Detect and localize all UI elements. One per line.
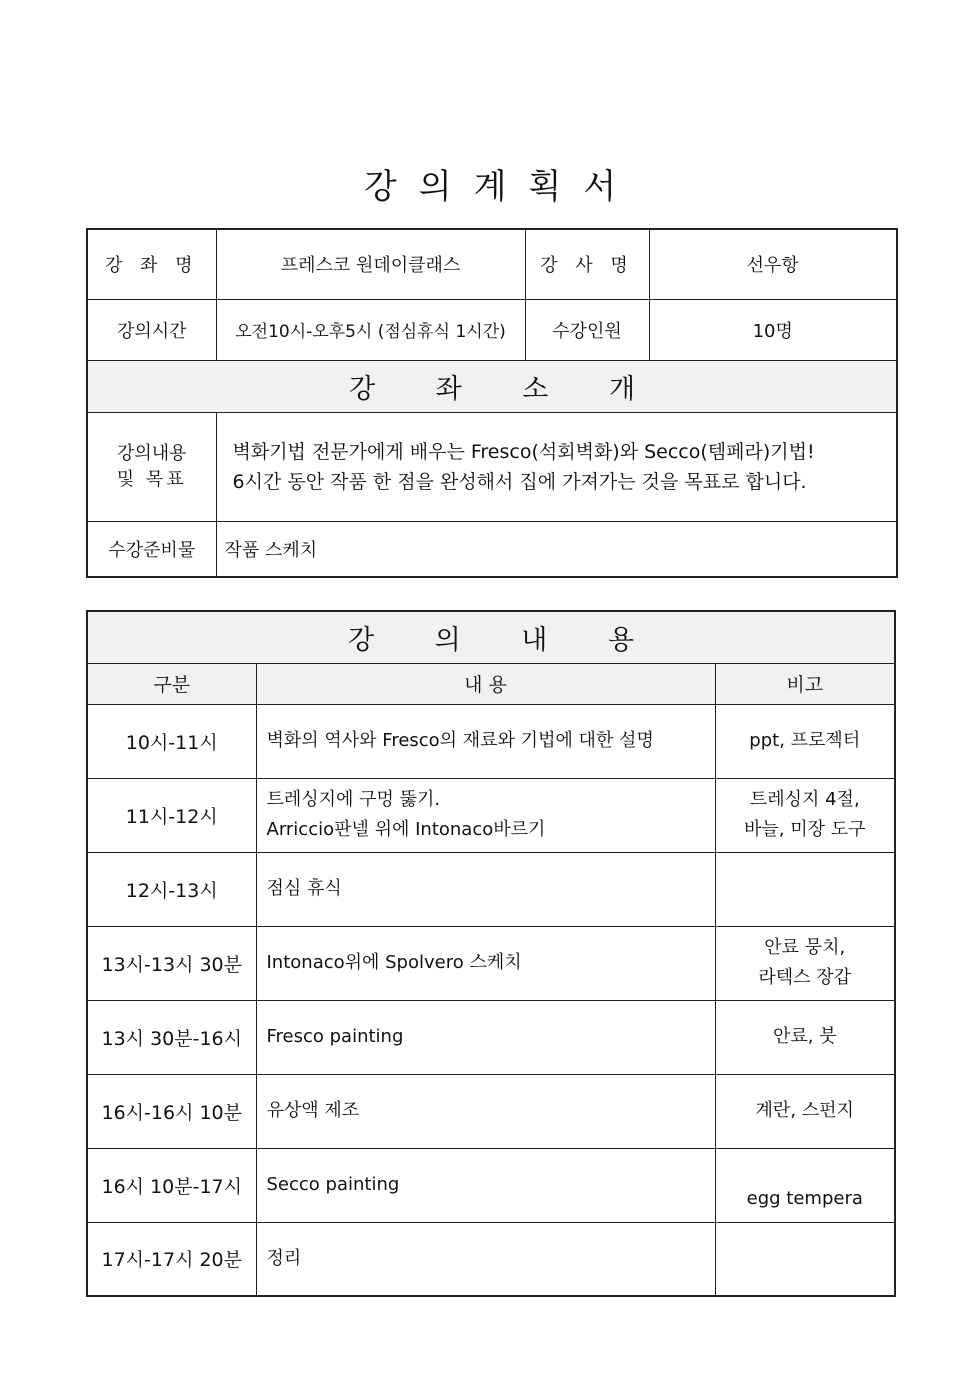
row-note-line: ppt, 프로젝터 bbox=[749, 730, 861, 751]
column-header-note: 비고 bbox=[715, 663, 895, 704]
row-time: 16시-16시 10분 bbox=[87, 1074, 256, 1148]
content-label-line2: 및 목표 bbox=[116, 468, 187, 490]
intro-heading: 강 좌 소 개 bbox=[87, 360, 897, 412]
capacity-value: 10명 bbox=[752, 320, 793, 342]
table-row bbox=[87, 1222, 895, 1296]
capacity-label: 수강인원 bbox=[552, 320, 622, 342]
schedule-heading: 강 의 내 용 bbox=[87, 611, 895, 663]
intro-heading-row bbox=[87, 360, 897, 412]
row-note-line: 계란, 스펀지 bbox=[755, 1100, 854, 1121]
row-desc-line: 벽화의 역사와 Fresco의 재료와 기법에 대한 설명 bbox=[266, 730, 654, 751]
row-desc bbox=[256, 852, 715, 926]
row-desc bbox=[256, 1074, 715, 1148]
instructor-label-cell bbox=[525, 229, 649, 299]
row-note bbox=[715, 1074, 895, 1148]
row-time: 17시-17시 20분 bbox=[87, 1222, 256, 1296]
table-row bbox=[87, 704, 895, 778]
row-time: 12시-13시 bbox=[87, 852, 256, 926]
row-desc bbox=[256, 778, 715, 852]
course-name-value: 프레스코 원데이클래스 bbox=[280, 255, 461, 277]
row-note bbox=[715, 778, 895, 852]
supplies-row bbox=[87, 521, 897, 577]
time-value: 오전10시-오후5시 (점심휴식 1시간) bbox=[235, 322, 506, 342]
row-note-line: 라텍스 장갑 bbox=[758, 967, 852, 988]
row-note-line: 안료 뭉치, bbox=[764, 937, 846, 958]
document-title: 강의계획서 bbox=[363, 167, 639, 207]
row-desc-line: 점심 휴식 bbox=[266, 878, 342, 899]
row-desc bbox=[256, 1148, 715, 1222]
row-desc-line: Fresco painting bbox=[266, 1026, 404, 1047]
table-row bbox=[87, 778, 895, 852]
row-desc bbox=[256, 1222, 715, 1296]
row-note bbox=[715, 1222, 895, 1296]
row-note-line: egg tempera bbox=[746, 1187, 863, 1209]
content-label-cell bbox=[87, 412, 216, 521]
row-desc-line: Arriccio판넬 위에 Intonaco바르기 bbox=[266, 819, 546, 840]
time-label: 강의시간 bbox=[116, 320, 187, 342]
table-row bbox=[87, 852, 895, 926]
supplies-value: 작품 스케치 bbox=[224, 539, 318, 561]
capacity-cell bbox=[649, 299, 897, 360]
row-desc bbox=[256, 704, 715, 778]
row-note-line: 트레싱지 4절, bbox=[749, 789, 860, 810]
row-note bbox=[715, 1148, 895, 1222]
supplies-label-cell bbox=[87, 521, 216, 577]
table-row bbox=[87, 1148, 895, 1222]
row-note bbox=[715, 1000, 895, 1074]
capacity-label-cell bbox=[525, 299, 649, 360]
row-note bbox=[715, 852, 895, 926]
instructor-value: 선우항 bbox=[746, 255, 799, 277]
course-info-table bbox=[86, 228, 898, 578]
row-desc bbox=[256, 1000, 715, 1074]
column-header-content: 내 용 bbox=[256, 663, 715, 704]
schedule-heading-row bbox=[87, 611, 895, 663]
instructor-label: 강 사 명 bbox=[540, 255, 634, 277]
content-line2: 6시간 동안 작품 한 점을 완성해서 집에 가져가는 것을 목표로 합니다. bbox=[232, 470, 807, 493]
time-label-cell bbox=[87, 299, 216, 360]
course-name-label: 강 좌 명 bbox=[104, 255, 199, 277]
table-row bbox=[87, 926, 895, 1000]
schedule-table bbox=[86, 610, 896, 1297]
time-cell bbox=[216, 299, 525, 360]
row-time: 11시-12시 bbox=[87, 778, 256, 852]
schedule-header-row bbox=[87, 663, 895, 704]
row-desc bbox=[256, 926, 715, 1000]
row-desc-line: Secco painting bbox=[266, 1174, 400, 1195]
row-note-line: 안료, 붓 bbox=[772, 1026, 837, 1047]
content-row bbox=[87, 412, 897, 521]
row-time: 13시-13시 30분 bbox=[87, 926, 256, 1000]
time-row bbox=[87, 299, 897, 360]
content-label-line1: 강의내용 bbox=[116, 442, 187, 464]
row-desc-line: Intonaco위에 Spolvero 스케치 bbox=[266, 952, 522, 973]
row-time: 10시-11시 bbox=[87, 704, 256, 778]
row-note bbox=[715, 704, 895, 778]
course-name-row bbox=[87, 229, 897, 299]
row-desc-line: 정리 bbox=[266, 1247, 302, 1269]
course-name-cell bbox=[216, 229, 525, 299]
row-note bbox=[715, 926, 895, 1000]
table-row bbox=[87, 1074, 895, 1148]
row-time: 16시 10분-17시 bbox=[87, 1148, 256, 1222]
content-cell bbox=[216, 412, 897, 521]
row-desc-line: 트레싱지에 구멍 뚫기. bbox=[266, 789, 441, 810]
supplies-label: 수강준비물 bbox=[108, 539, 196, 561]
supplies-cell bbox=[216, 521, 897, 577]
row-time: 13시 30분-16시 bbox=[87, 1000, 256, 1074]
row-desc-line: 유상액 제조 bbox=[266, 1100, 360, 1121]
instructor-cell bbox=[649, 229, 897, 299]
table-row bbox=[87, 1000, 895, 1074]
content-line1: 벽화기법 전문가에게 배우는 Fresco(석회벽화)와 Secco(템페라)기법! bbox=[232, 440, 815, 463]
column-header-time: 구분 bbox=[87, 663, 256, 704]
course-name-label-cell bbox=[87, 229, 216, 299]
row-note-line: 바늘, 미장 도구 bbox=[744, 819, 866, 840]
